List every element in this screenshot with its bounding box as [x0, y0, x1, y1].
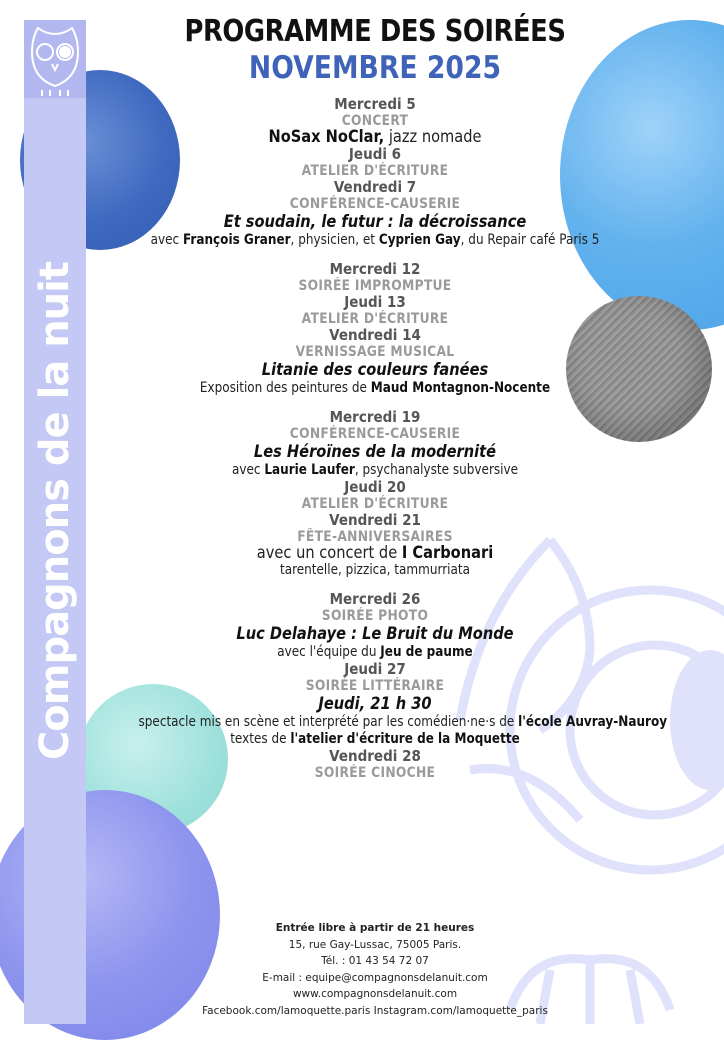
website-link[interactable]: www.compagnonsdelanuit.com: [292, 988, 458, 1000]
speaker-role: , du Repair café Paris 5: [460, 232, 600, 248]
event-type: CONFÉRENCE-CAUSERIE: [289, 196, 461, 212]
event-type: SOIRÉE PHOTO: [321, 608, 429, 624]
event-type: FÊTE-ANNIVERSAIRES: [297, 529, 453, 545]
event-day: Jeudi 20: [344, 478, 406, 496]
event-type: SOIRÉE LITTÉRAIRE: [305, 678, 445, 694]
desc-text: avec: [231, 462, 261, 478]
email-label: E-mail :: [262, 971, 306, 984]
event-description: [139, 232, 612, 249]
footer: [100, 920, 650, 1019]
speaker-name: Cyprien Gay: [378, 232, 461, 248]
event-description: [139, 545, 612, 562]
email-line: [100, 970, 650, 987]
event-title: Les Héroïnes de la modernité: [253, 442, 497, 462]
artist-name: NoSax NoClar,: [268, 127, 385, 147]
desc-text: textes de: [230, 731, 287, 747]
event-day: Mercredi 5: [334, 95, 416, 113]
week-block: [100, 261, 650, 397]
desc-text: Exposition des peintures de: [199, 380, 367, 396]
desc-text: spectacle mis en scène et interprété par les comédien·ne·s de: [138, 714, 515, 730]
week-block: [100, 96, 650, 249]
entry-info: Entrée libre à partir de 21 heures: [275, 922, 475, 934]
speaker-role: , psychanalyste subversive: [354, 462, 519, 478]
event-type: CONCERT: [341, 113, 409, 129]
page-month: NOVEMBRE 2025: [248, 50, 502, 86]
week-block: [100, 590, 668, 781]
event-day: Mercredi 19: [329, 408, 421, 426]
event-description: [139, 129, 612, 146]
desc-text: avec un concert de: [256, 543, 398, 563]
event-day: Vendredi 7: [333, 178, 417, 196]
event-type: ATELIER D'ÉCRITURE: [301, 496, 449, 512]
artist-name: Maud Montagnon-Nocente: [370, 380, 551, 396]
event-description: [139, 462, 612, 479]
event-title: Jeudi, 21 h 30: [318, 694, 432, 714]
owl-logo-icon: [24, 20, 86, 98]
band-name: I Carbonari: [401, 543, 494, 563]
event-day: Vendredi 14: [329, 326, 421, 344]
event-title: Litanie des couleurs fanées: [261, 360, 489, 380]
brand-name: Compagnons de la nuit: [32, 261, 78, 760]
event-description: [139, 380, 612, 397]
event-description: [139, 644, 612, 661]
email-link[interactable]: equipe@compagnonsdelanuit.com: [305, 971, 488, 984]
event-type: ATELIER D'ÉCRITURE: [301, 311, 449, 327]
org-name: Jeu de paume: [380, 644, 473, 660]
facebook-link[interactable]: Facebook.com/lamoquette.paris: [202, 1004, 371, 1017]
event-description: [138, 714, 668, 731]
phone: Tél. : 01 43 54 72 07: [321, 955, 429, 967]
address: 15, rue Gay-Lussac, 75005 Paris.: [288, 938, 462, 951]
programme: [100, 14, 668, 781]
event-description: [139, 731, 612, 748]
page-title: PROGRAMME DES SOIRÉES: [184, 14, 566, 49]
event-day: Jeudi 6: [348, 145, 402, 163]
event-day: Vendredi 28: [329, 747, 421, 765]
atelier-name: l'atelier d'écriture de la Moquette: [290, 731, 520, 747]
logo: [24, 20, 86, 98]
music-styles: tarentelle, pizzica, tammurriata: [279, 562, 471, 578]
event-title: Et soudain, le futur : la décroissance: [223, 212, 527, 232]
desc-text: avec l'équipe du: [277, 644, 377, 660]
desc-text: avec: [150, 232, 180, 248]
week-block: [100, 409, 650, 579]
speaker-name: Laurie Laufer: [264, 462, 355, 478]
genre: jazz nomade: [388, 127, 482, 147]
instagram-link[interactable]: Instagram.com/lamoquette_paris: [373, 1004, 548, 1017]
event-type: VERNISSAGE MUSICAL: [295, 344, 455, 360]
event-day: Mercredi 26: [329, 590, 421, 608]
event-title: Luc Delahaye : Le Bruit du Monde: [236, 624, 514, 644]
event-type: SOIRÉE IMPROMPTUE: [298, 278, 452, 294]
event-list: [100, 95, 668, 781]
sidebar-brand: [24, 100, 86, 760]
event-type: SOIRÉE CINOCHE: [314, 765, 436, 781]
event-type: CONFÉRENCE-CAUSERIE: [289, 426, 461, 442]
event-day: Vendredi 21: [329, 511, 421, 529]
event-type: ATELIER D'ÉCRITURE: [301, 163, 449, 179]
event-day: Mercredi 12: [329, 260, 421, 278]
event-day: Jeudi 13: [344, 293, 406, 311]
school-name: l'école Auvray-Nauroy: [518, 714, 668, 730]
speaker-name: François Graner: [182, 232, 291, 248]
speaker-role: , physicien, et: [290, 232, 376, 248]
social-line: [100, 1003, 650, 1020]
event-day: Jeudi 27: [344, 660, 406, 678]
